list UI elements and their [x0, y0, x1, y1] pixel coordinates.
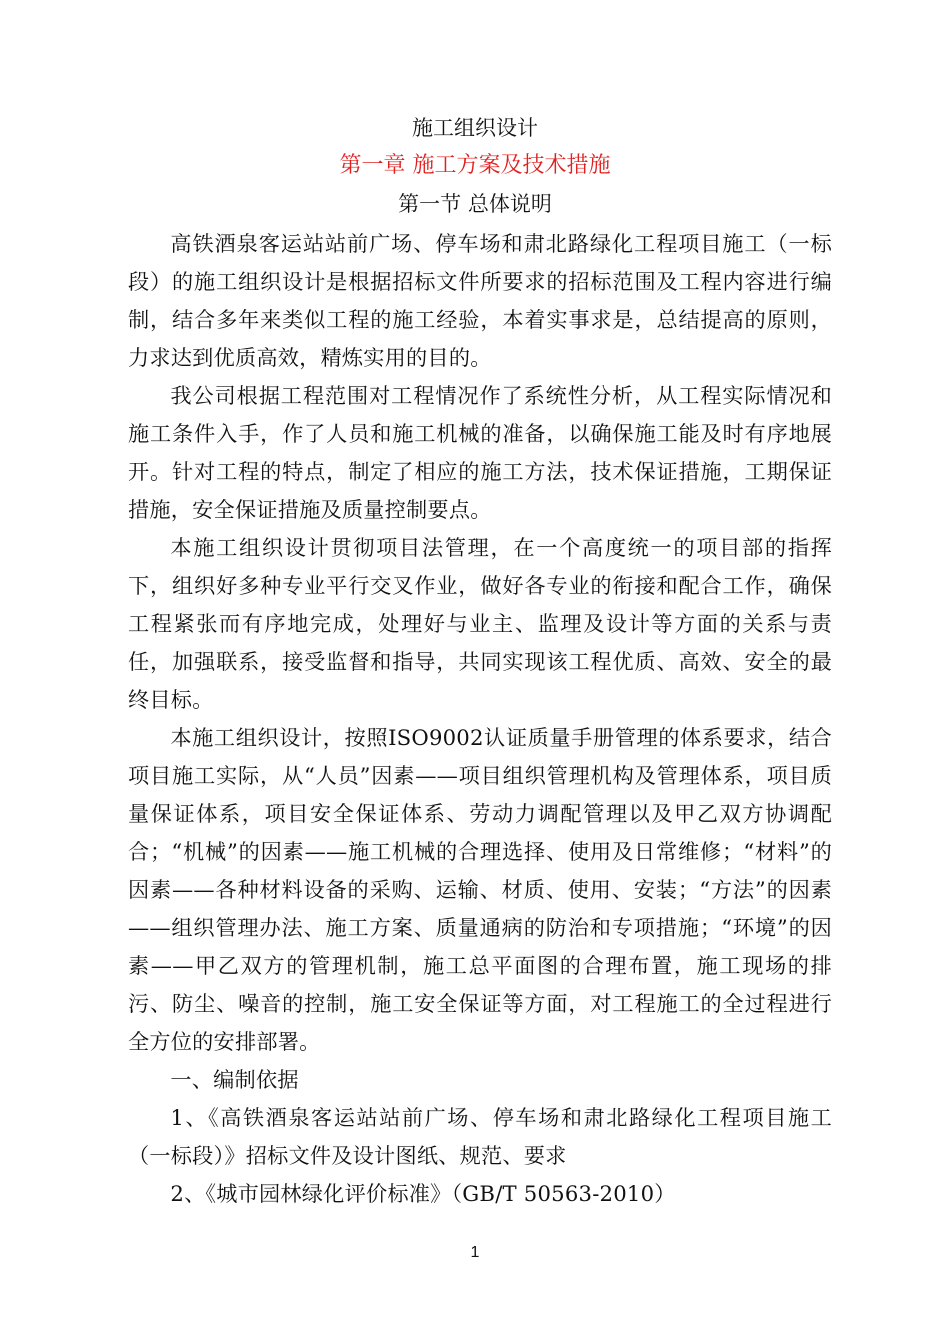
subheading-basis: 一、编制依据 — [170, 1067, 299, 1092]
chapter-heading: 第一章 施工方案及技术措施 — [339, 153, 611, 178]
list-item-1: 1、《高铁酒泉客运站站前广场、停车场和肃北路绿化工程项目施工（一标段）》招标文件及设计图纸、规范、要求 — [128, 1105, 832, 1168]
section-heading: 第一节 总体说明 — [398, 192, 552, 216]
list-item-2: 2、《城市园林绿化评价标准》（GB/T 50563-2010） — [170, 1181, 676, 1206]
paragraph-analysis: 我公司根据工程范围对工程情况作了系统性分析，从工程实际情况和施工条件入手，作了人员和施工机械的准备，以确保施工能及时有序地展开。针对工程的特点，制定了相应的施工方法，技术保证措施，工期保证措施，安全保证措施及质量控制要点。 — [128, 383, 832, 522]
document-title: 施工组织设计 — [412, 116, 538, 140]
paragraph-management: 本施工组织设计贯彻项目法管理，在一个高度统一的项目部的指挥下，组织好多种专业平行交叉作业，做好各专业的衔接和配合工作，确保工程紧张而有序地完成，处理好与业主、监理及设计等方面的关系与责任，加强联系，接受监督和指导，共同实现该工程优质、高效、安全的最终目标。 — [128, 535, 832, 712]
document-body — [128, 225, 832, 1213]
page-number: 1 — [470, 1244, 480, 1261]
paragraph-overview: 高铁酒泉客运站站前广场、停车场和肃北路绿化工程项目施工（一标段）的施工组织设计是根据招标文件所要求的招标范围及工程内容进行编制，结合多年来类似工程的施工经验，本着实事求是，总结提高的原则，力求达到优质高效，精炼实用的目的。 — [128, 231, 832, 370]
paragraph-iso9002: 本施工组织设计，按照ISO9002认证质量手册管理的体系要求，结合项目施工实际，从“人员”因素——项目组织管理机构及管理体系，项目质量保证体系，项目安全保证体系、劳动力调配管理以及甲乙双方协调配合；“机械”的因素——施工机械的合理选择、使用及日常维修；“材料”的因素——各种材料设备的采购、运输、材质、使用、安装；“方法”的因素——组织管理办法、施工方案、质量通病的防治和专项措施；“环境”的因素——甲乙双方的管理机制，施工总平面图的合理布置，施工现场的排污、防尘、噪音的控制，施工安全保证等方面，对工程施工的全过程进行全方位的安排部署。 — [128, 725, 832, 1054]
